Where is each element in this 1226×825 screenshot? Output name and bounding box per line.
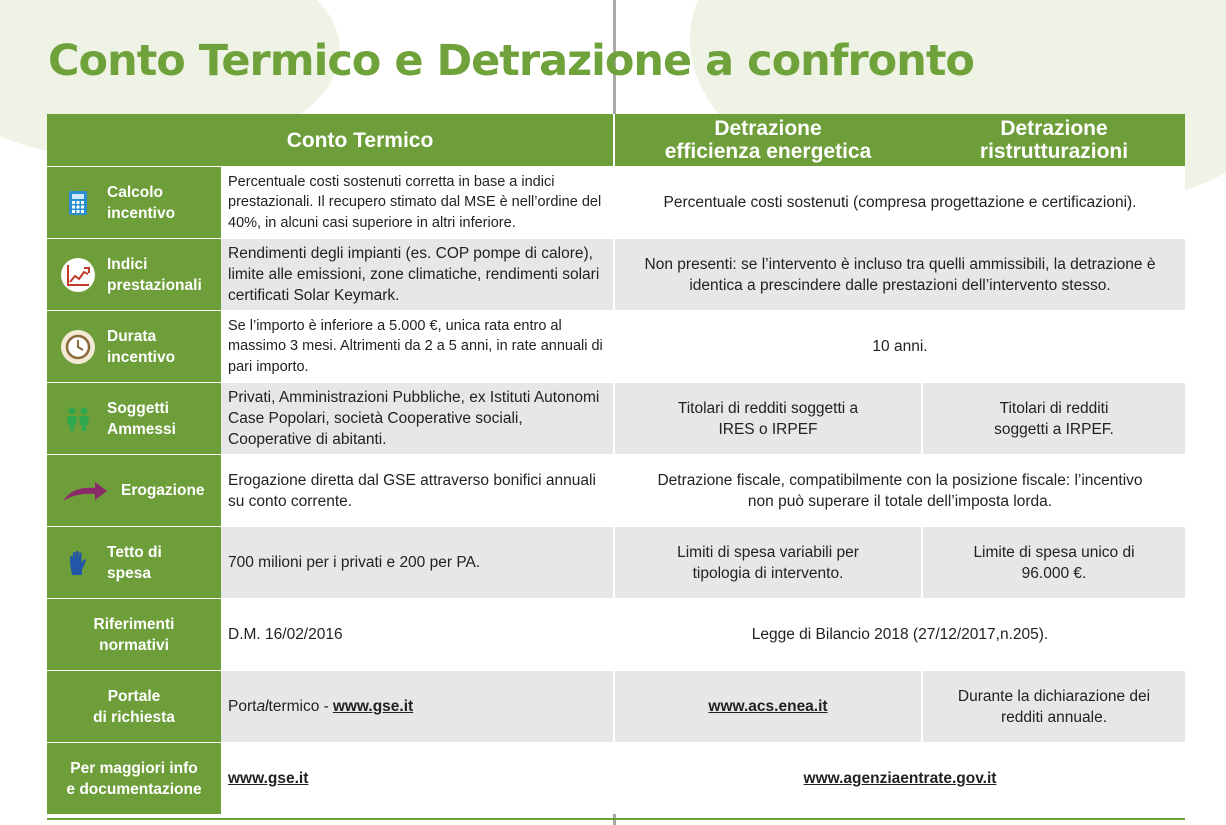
portale-prefix: Portaltermico - [228,698,329,715]
detrazione-erogazione: Detrazione fiscale, compatibilmente con la posizione fiscale: l’incentivo non può superare il totale dell’imposta lorda. [615,455,1185,526]
row-label-durata-incentivo [47,311,221,382]
row-label-erogazione [47,455,221,526]
conto-termico-indici: Rendimenti degli impianti (es. COP pompe di calore), limite alle emissioni, zone climatiche, rendimenti solari certificati Solar Keymark. [221,239,613,310]
hand-icon [61,546,95,580]
row-label-text: Erogazione [121,482,205,499]
row-label-text: Durata incentivo [107,327,176,366]
conto-termico-calcolo: Percentuale costi sostenuti corretta in base a indici prestazionali. Il recupero stimato dal MSE è nell’ordine del 40%, in alcuni casi superiore in altri inferiore. [221,167,613,238]
row-label-riferimenti-normativi [47,599,221,670]
row-label-maggiori-info [47,743,221,814]
row-label-calcolo-incentivo [47,167,221,238]
enea-link[interactable]: www.acs.enea.it [708,698,828,715]
conto-termico-riferimenti: D.M. 16/02/2016 [221,599,613,670]
chart-icon [61,258,95,292]
people-icon [61,402,95,436]
gse-link[interactable]: www.gse.it [332,698,414,715]
efficienza-portale [615,671,921,742]
efficienza-soggetti: Titolari di redditi soggetti a IRES o IRPEF [615,383,921,454]
row-label-text: Calcolo incentivo [107,183,176,222]
page-title: Conto Termico e Detrazione a confronto [48,36,974,86]
gse-info-link[interactable]: www.gse.it [228,770,309,787]
header-detrazione-ristrutturazioni: Detrazione ristrutturazioni [923,114,1185,166]
detrazione-calcolo: Percentuale costi sostenuti (compresa progettazione e certificazioni). [615,167,1185,238]
comparison-table [47,114,1185,814]
row-label-text: Indici prestazionali [107,255,202,294]
header-detrazione-efficienza: Detrazione efficienza energetica [615,114,921,166]
calculator-icon [61,186,95,220]
ristrutturazioni-portale: Durante la dichiarazione dei redditi annuale. [923,671,1185,742]
clock-icon [61,330,95,364]
ristrutturazioni-tetto: Limite di spesa unico di 96.000 €. [923,527,1185,598]
conto-termico-durata: Se l’importo è inferiore a 5.000 €, unica rata entro al massimo 3 mesi. Altrimenti da 2 a 5 anni, in rate annuali di pari importo. [221,311,613,382]
detrazione-riferimenti: Legge di Bilancio 2018 (27/12/2017,n.205). [615,599,1185,670]
agenzia-entrate-link[interactable]: www.agenziaentrate.gov.it [803,770,997,787]
row-label-text: Tetto di spesa [107,543,162,582]
row-label-text: Per maggiori info e documentazione [66,759,202,798]
row-label-text: Portale di richiesta [93,687,175,726]
arrow-icon [61,474,109,508]
row-label-text: Soggetti Ammessi [107,399,176,438]
efficienza-tetto: Limiti di spesa variabili per tipologia di intervento. [615,527,921,598]
row-label-text: Riferimenti normativi [93,615,175,654]
conto-termico-erogazione: Erogazione diretta dal GSE attraverso bonifici annuali su conto corrente. [221,455,613,526]
row-label-indici-prestazionali [47,239,221,310]
row-label-portale-richiesta [47,671,221,742]
row-label-tetto-spesa [47,527,221,598]
conto-termico-info [221,743,613,814]
detrazione-info [615,743,1185,814]
header-conto-termico: Conto Termico [47,114,613,166]
detrazione-indici: Non presenti: se l’intervento è incluso tra quelli ammissibili, la detrazione è identica a prescindere dalle prestazioni dell’intervento stesso. [615,239,1185,310]
row-label-soggetti-ammessi [47,383,221,454]
conto-termico-tetto: 700 milioni per i privati e 200 per PA. [221,527,613,598]
bottom-rule [47,818,1185,820]
conto-termico-portale [221,671,613,742]
conto-termico-soggetti: Privati, Amministrazioni Pubbliche, ex Istituti Autonomi Case Popolari, società Cooperative sociali, Cooperative di abitanti. [221,383,613,454]
detrazione-durata: 10 anni. [615,311,1185,382]
ristrutturazioni-soggetti: Titolari di redditi soggetti a IRPEF. [923,383,1185,454]
